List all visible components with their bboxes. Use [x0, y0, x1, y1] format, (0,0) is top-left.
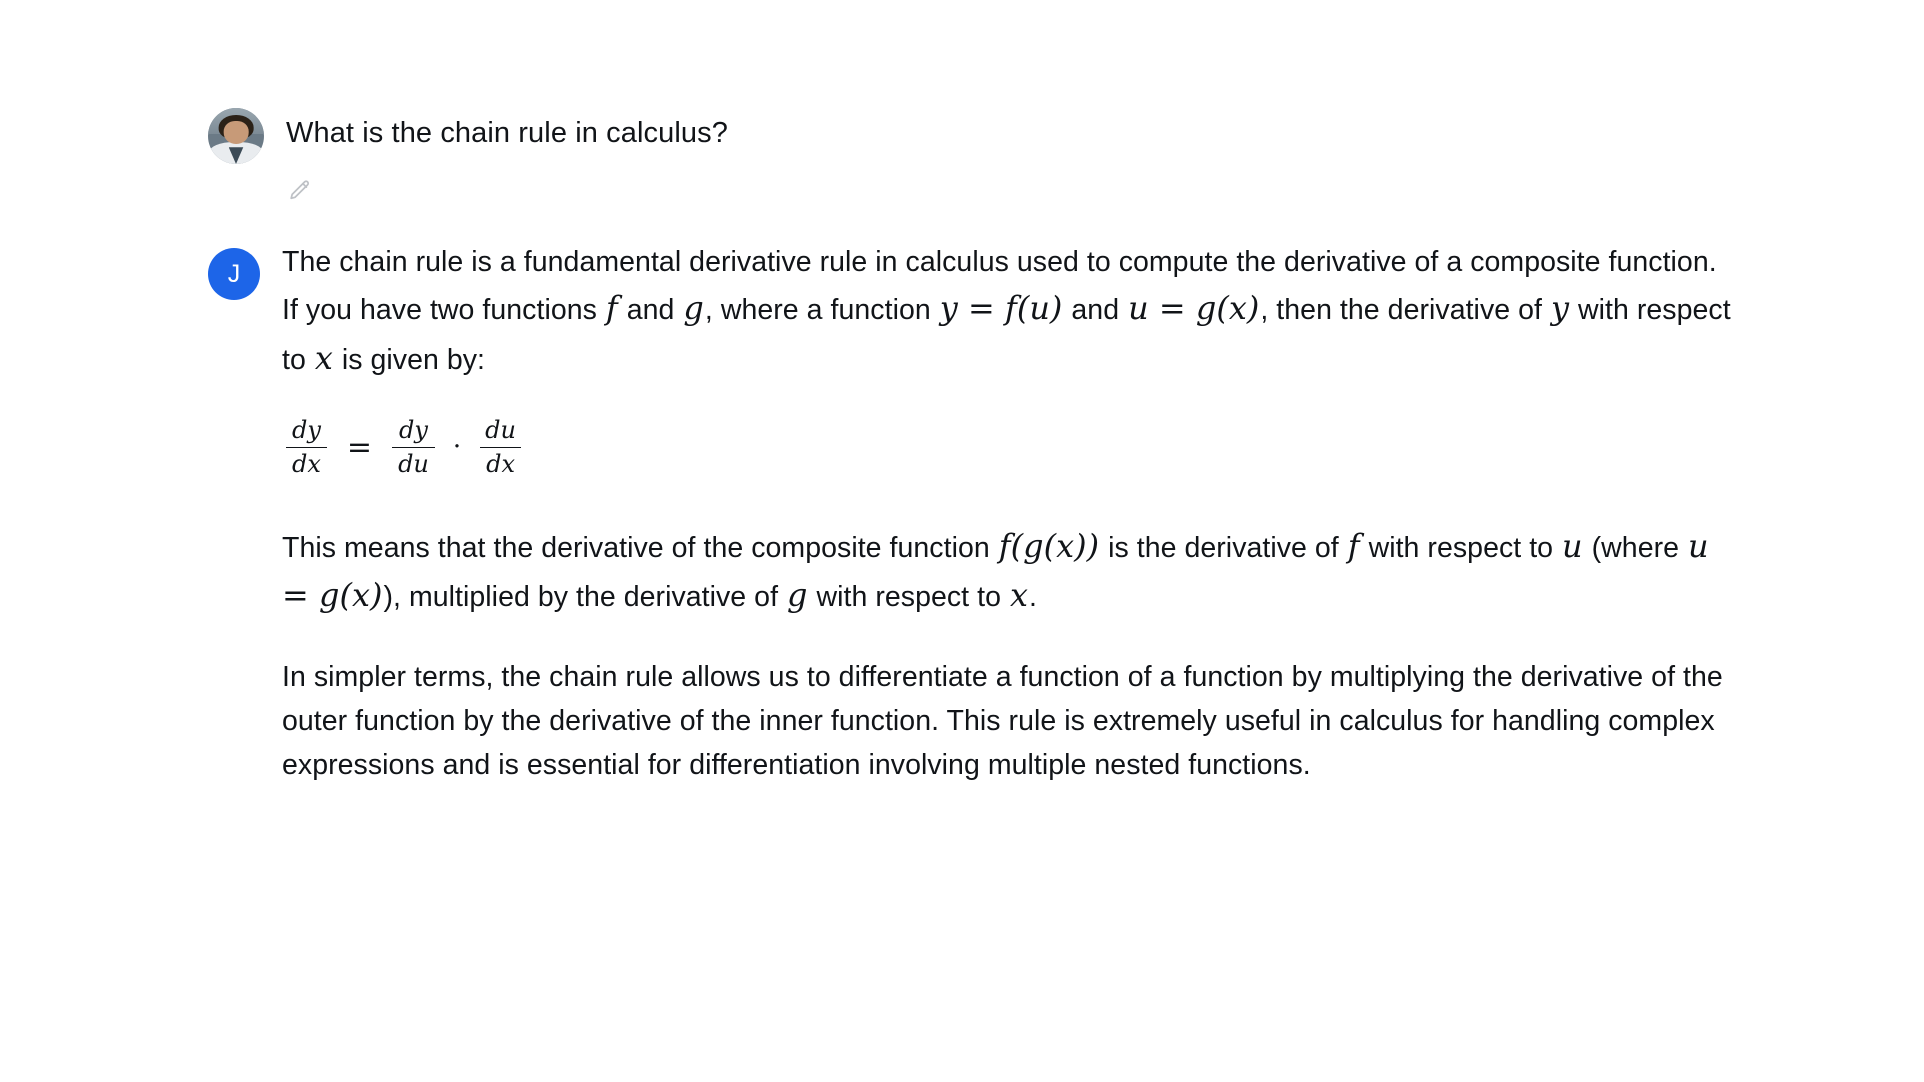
assistant-paragraph-2 — [282, 522, 1738, 621]
p2-text-3: with respect to — [1360, 531, 1562, 564]
user-message-text: What is the chain rule in calculus? — [286, 117, 728, 149]
assistant-paragraph-3: In simpler terms, the chain rule allows us to differentiate a function of a function by multiplying the derivative of the outer function by the derivative of the inner function. This rule is extremely useful in calculus for handling complex expressions and is essential for differentiation involving multiple nested functions. — [282, 660, 1723, 782]
p1-math-y: y — [1550, 289, 1570, 328]
p1-text-4: and — [1063, 294, 1128, 327]
fraction-numerator: dy — [399, 416, 428, 445]
p2-math-g: g — [787, 576, 808, 615]
avatar-face — [224, 121, 249, 143]
p1-math-y-equals-f-u: y = f(u) — [939, 289, 1063, 328]
user-message-actions — [286, 178, 1708, 209]
fraction-denominator: dx — [480, 447, 521, 478]
user-photo-avatar[interactable] — [208, 108, 264, 164]
p2-text-2: is the derivative of — [1100, 531, 1347, 564]
assistant-paragraph-1 — [282, 240, 1738, 383]
p1-math-g: g — [683, 289, 704, 328]
fraction-numerator: dy — [292, 416, 321, 445]
p1-text-6: with respect to — [282, 294, 1731, 376]
p1-text-2: and — [618, 294, 683, 327]
p1-text-5: , then the derivative of — [1260, 294, 1550, 327]
p2-math-u-equals-g-x: u = g(x) — [282, 526, 1709, 615]
p2-text-5: ), multiplied by the derivative of — [383, 581, 787, 614]
pencil-icon[interactable] — [286, 178, 312, 204]
p1-text-1: The chain rule is a fundamental derivative rule in calculus used to compute the derivative of a composite function. If you have two functions — [282, 246, 1717, 327]
p1-text-7: is given by: — [333, 343, 486, 376]
assistant-message-turn — [208, 240, 1738, 787]
fraction-dy-du — [392, 417, 435, 478]
p2-math-x: x — [1009, 576, 1028, 615]
p2-math-f: f — [1347, 526, 1360, 565]
p1-math-f: f — [605, 289, 618, 328]
p2-text-7: . — [1029, 581, 1037, 614]
p1-math-x: x — [314, 338, 333, 377]
fraction-denominator: dx — [286, 447, 327, 478]
p2-math-f-g-x: f(g(x)) — [998, 526, 1100, 565]
p2-text-6: with respect to — [808, 581, 1009, 614]
equals-sign: = — [346, 429, 373, 465]
multiplication-dot: · — [452, 432, 462, 463]
fraction-dy-dx — [286, 417, 327, 478]
p1-math-u-equals-g-x: u = g(x) — [1128, 289, 1260, 328]
p2-text-4: (where — [1583, 531, 1688, 564]
p1-text-3: , where a function — [704, 294, 939, 327]
fraction-du-dx — [479, 417, 522, 478]
fraction-numerator: du — [485, 416, 516, 445]
assistant-avatar: J — [208, 248, 260, 300]
chain-rule-equation — [286, 417, 1738, 478]
fraction-denominator: du — [392, 447, 435, 478]
user-message-turn — [208, 108, 1708, 209]
assistant-message-body — [282, 240, 1738, 787]
user-message-row — [208, 108, 1708, 164]
p2-text-1: This means that the derivative of the composite function — [282, 531, 998, 564]
p2-math-u: u — [1562, 526, 1583, 565]
